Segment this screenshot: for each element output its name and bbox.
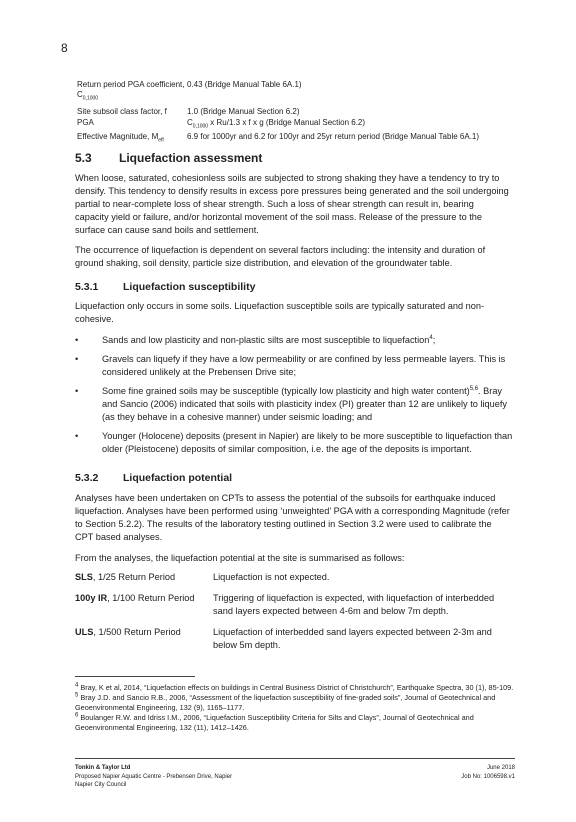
param-label: Site subsoil class factor, f [77, 106, 167, 116]
subsection-heading: 5.3.1 Liquefaction susceptibility [75, 281, 256, 293]
bullet-list [75, 334, 515, 462]
param-label: Return period PGA coefficient, $C_{0,1000}$ [77, 80, 185, 102]
subsection-heading: 5.3.2 Liquefaction potential [75, 472, 233, 484]
summary-row: ULS, 1/500 Return Period Liquefaction of interbedded sand layers expected between 2-3m and below 5m depth. [75, 627, 492, 650]
paragraph: Analyses have been undertaken on CPTs to assess the potential of the subsoils for earthquake induced liquefaction. Analyses have been performed using ‘unweighted’ PGA with a corresponding Magnitude (refer to Section 5.2.2). The results of the laboratory testing outlined in Section 3.2 were used to calibrate the CPT based analyses. [75, 493, 510, 542]
param-row [77, 107, 479, 117]
footnote: $^6$ Boulanger R.W. and Idriss I.M., 2006, “Liquefaction Susceptibility Criteria for Silts and Clays”, Journal of Geotechnical and Geoenvironmental Engineering, 132 (11), 1412–1426. [75, 712, 474, 732]
summary-row: SLS, 1/25 Return Period Liquefaction is not expected. [75, 572, 330, 582]
section-5-3-2-body [75, 492, 510, 544]
footnotes [75, 683, 515, 733]
param-value: 0.43 (Bridge Manual Table 6A.1) [187, 80, 302, 89]
footer-company: Tonkin & Taylor Ltd [75, 765, 131, 771]
param-row [77, 80, 479, 104]
section-5-3-body-2 [75, 244, 510, 270]
paragraph: From the analyses, the liquefaction potential at the site is summarised as follows: [75, 553, 405, 563]
section-heading: 5.3 Liquefaction assessment [75, 151, 263, 165]
page-number: 8 [61, 41, 68, 55]
paragraph: The occurrence of liquefaction is dependent on several factors including: the intensity and duration of ground shaking, soil density, particle size distribution, and elevation of the groundwater table. [75, 245, 486, 268]
summary-row: 100y IR, 1/100 Return Period Triggering of liquefaction is expected, with liquefaction of interbedded sand layers expected between 4-6m and below 7m depth. [75, 593, 495, 616]
section-5-3-2-body-2 [75, 552, 510, 565]
param-value: $C_{0,1000}$ x Ru/1.3 x f x g (Bridge Manual Section 6.2) [187, 117, 366, 130]
parameters-table [77, 80, 479, 147]
section-5-3 [75, 151, 510, 165]
paragraph: Liquefaction only occurs in some soils. Liquefaction susceptible soils are typically saturated and non-cohesive. [75, 301, 485, 324]
footer-project: Proposed Napier Aquatic Centre - Prebensen Drive, Napier [75, 773, 233, 780]
param-row [77, 132, 479, 146]
liquefaction-summary [75, 571, 515, 660]
param-value: 1.0 (Bridge Manual Section 6.2) [187, 106, 300, 116]
footer-date: June 2018 [486, 765, 515, 771]
footnote: $^5$ Bray J.D. and Sancio R.B., 2006, “Assessment of the liquefaction susceptibility of fine-graded soils”, Journal of Geotechnical and Geoenvironmental Engineering, 132 (9), 1165–1177. [75, 692, 496, 712]
list-item: • Sands and low plasticity and non-plastic silts are most susceptible to liquefaction$^4$; [75, 334, 436, 345]
section-5-3-1 [75, 281, 510, 293]
footer-client: Napier City Council [75, 782, 127, 788]
footnote-divider [75, 676, 195, 677]
footer-divider [75, 758, 515, 759]
list-item: • Younger (Holocene) deposits (present in Napier) are likely to be more susceptible to liquefaction than older (Pleistocene) deposits of similar composition, i.e. the age of the deposits is important. [75, 431, 513, 454]
param-label: Effective Magnitude, $M_{eff}$ [77, 132, 164, 144]
section-5-3-2 [75, 472, 510, 484]
param-value: 6.9 for 1000yr and 6.2 for 100yr and 25yr return period (Bridge Manual Table 6A.1) [187, 132, 480, 142]
param-label: PGA [77, 117, 94, 127]
list-item: • Some fine grained soils may be susceptible (typically low plasticity and high water content)$^{5,6}$. Bray and Sancio (2006) indicated that soils with plasticity index (PI) greater than 12 are unlikely to liquefy (as they behave in a cohesive manner) under seismic loading; and [75, 385, 507, 422]
section-5-3-body [75, 172, 510, 237]
section-5-3-1-body [75, 300, 510, 326]
param-row [77, 118, 479, 132]
paragraph: When loose, saturated, cohesionless soils are subjected to strong shaking they have a tendency to try to densify. This tendency to densify results in excess pore pressures being generated and the soil undergoing partial to near-complete loss of shear strength. Such a loss of shear strength can result in, bearing capacity yield or failure, and/or horizontal movement of the soil mass. Release of the pressure to the surface can cause sand boils and settlement. [75, 173, 509, 235]
footer-job-number: Job No: 1006598.v1 [461, 773, 515, 780]
footnote: $^4$ Bray, K et al, 2014, “Liquefaction effects on buildings in Central Business District of Christchurch”, Earthquake Spectra, 30 (1), 85-109. [75, 682, 514, 692]
list-item: • Gravels can liquefy if they have a low permeability or are confined by less permeable layers. This is considered unlikely at the Prebensen Drive site; [75, 354, 506, 377]
